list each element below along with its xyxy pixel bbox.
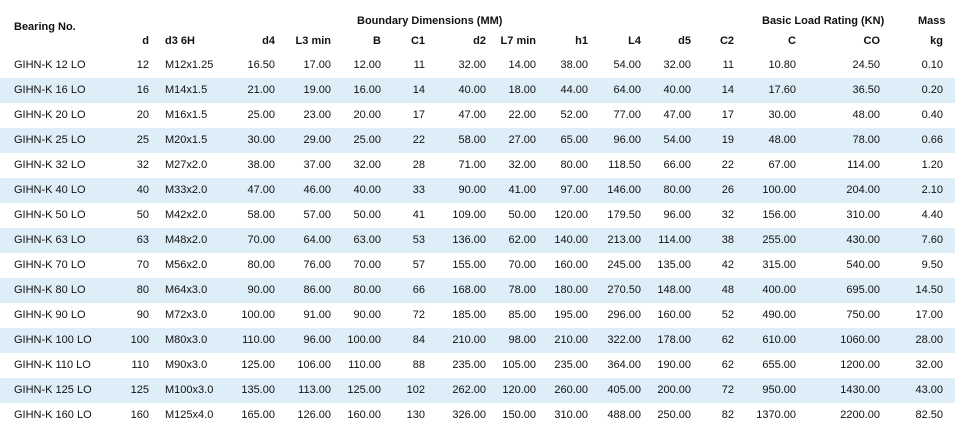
column-header-d: d [142,35,149,47]
cell-d4: 21.00 [247,84,275,96]
cell-h1: 310.00 [554,409,588,421]
cell-c2: 62 [721,359,734,371]
cell-d5: 190.00 [657,359,691,371]
cell-d4: 58.00 [247,209,275,221]
cell-b: 90.00 [353,309,381,321]
cell-d2: 155.00 [452,259,486,271]
cell-c1: 53 [412,234,425,246]
cell-mass: 9.50 [921,259,943,271]
cell-d5: 178.00 [657,334,691,346]
cell-d2: 47.00 [458,109,486,121]
cell-h1: 235.00 [554,359,588,371]
cell-h1: 195.00 [554,309,588,321]
cell-c1: 11 [413,59,425,71]
cell-mass: 43.00 [915,384,943,396]
cell-b: 100.00 [347,334,381,346]
cell-d2: 136.00 [452,234,486,246]
cell-l4: 245.00 [607,259,641,271]
cell-mass: 14.50 [915,284,943,296]
cell-l7-min: 32.00 [508,159,536,171]
table-row [0,378,955,403]
cell-d5: 96.00 [663,209,691,221]
cell-d5: 148.00 [657,284,691,296]
cell-c2: 26 [721,184,734,196]
cell-c: 490.00 [762,309,796,321]
cell-mass: 28.00 [915,334,943,346]
cell-d4: 16.50 [247,59,275,71]
cell-d2: 326.00 [452,409,486,421]
cell-mass: 1.20 [921,159,943,171]
cell-bearing-no: GIHN-K 63 LO [14,234,86,246]
cell-l7-min: 62.00 [508,234,536,246]
table-row [0,328,955,353]
cell-l7-min: 22.00 [508,109,536,121]
cell-l4: 96.00 [613,134,641,146]
cell-mass: 7.60 [921,234,943,246]
cell-c1: 33 [412,184,425,196]
cell-d4: 100.00 [241,309,275,321]
cell-d: 160 [130,409,149,421]
table-row [0,403,955,428]
cell-l3-min: 19.00 [303,84,331,96]
cell-d5: 47.00 [663,109,691,121]
table-row [0,103,955,128]
cell-l7-min: 150.00 [502,409,536,421]
column-header-mass: kg [930,35,943,47]
cell-l7-min: 41.00 [508,184,536,196]
cell-d2: 90.00 [458,184,486,196]
cell-c2: 82 [721,409,734,421]
cell-d2: 71.00 [458,159,486,171]
cell-c1: 22 [412,134,425,146]
cell-c: 400.00 [762,284,796,296]
cell-d3-6h: M80x3.0 [165,334,208,346]
cell-d: 63 [136,234,149,246]
cell-c: 67.00 [768,159,796,171]
column-header-c2: C2 [719,35,734,47]
table-row [0,128,955,153]
cell-d: 90 [136,309,149,321]
cell-d2: 210.00 [452,334,486,346]
cell-c: 30.00 [768,109,796,121]
cell-d5: 160.00 [657,309,691,321]
cell-c: 255.00 [762,234,796,246]
table-row [0,153,955,178]
column-header-l3-min: L3 min [295,35,331,47]
cell-c2: 48 [721,284,734,296]
table-row [0,228,955,253]
cell-l4: 488.00 [607,409,641,421]
cell-co: 1200.00 [840,359,880,371]
cell-b: 25.00 [353,134,381,146]
cell-c2: 72 [721,384,734,396]
cell-co: 310.00 [846,209,880,221]
table-row [0,303,955,328]
cell-c: 655.00 [762,359,796,371]
cell-d4: 38.00 [247,159,275,171]
cell-d: 70 [136,259,149,271]
cell-d5: 250.00 [657,409,691,421]
table-row [0,53,955,78]
cell-d4: 135.00 [241,384,275,396]
cell-l3-min: 86.00 [303,284,331,296]
column-header-d2: d2 [473,35,486,47]
cell-l7-min: 120.00 [502,384,536,396]
cell-d: 80 [136,284,149,296]
cell-d5: 135.00 [657,259,691,271]
cell-c: 48.00 [768,134,796,146]
cell-d3-6h: M100x3.0 [165,384,214,396]
cell-c: 10.80 [768,59,796,71]
cell-d3-6h: M16x1.5 [165,109,208,121]
cell-d3-6h: M64x3.0 [165,284,208,296]
cell-l4: 54.00 [613,59,641,71]
cell-d: 50 [136,209,149,221]
column-header-d5: d5 [678,35,691,47]
column-header-c: C [788,35,796,47]
cell-c1: 88 [412,359,425,371]
column-header-d4: d4 [262,35,275,47]
cell-d2: 40.00 [458,84,486,96]
cell-d2: 185.00 [452,309,486,321]
cell-co: 2200.00 [840,409,880,421]
cell-bearing-no: GIHN-K 20 LO [14,109,86,121]
cell-h1: 120.00 [554,209,588,221]
cell-d: 25 [136,134,149,146]
cell-c1: 84 [412,334,425,346]
table-row [0,253,955,278]
cell-c2: 62 [721,334,734,346]
cell-l7-min: 70.00 [508,259,536,271]
cell-bearing-no: GIHN-K 32 LO [14,159,86,171]
cell-l3-min: 96.00 [303,334,331,346]
cell-co: 430.00 [846,234,880,246]
header-basic-load-rating: Basic Load Rating (KN) [762,15,885,27]
cell-bearing-no: GIHN-K 40 LO [14,184,86,196]
cell-d2: 109.00 [452,209,486,221]
cell-l4: 64.00 [613,84,641,96]
cell-l3-min: 46.00 [303,184,331,196]
cell-d: 12 [136,59,149,71]
cell-d3-6h: M90x3.0 [165,359,208,371]
cell-d4: 25.00 [247,109,275,121]
cell-d5: 54.00 [663,134,691,146]
cell-c: 950.00 [762,384,796,396]
column-header-b: B [373,35,381,47]
cell-d3-6h: M12x1.25 [165,59,214,71]
cell-mass: 2.10 [921,184,943,196]
cell-c: 156.00 [762,209,796,221]
cell-l3-min: 113.00 [298,384,331,396]
cell-h1: 210.00 [554,334,588,346]
cell-h1: 260.00 [554,384,588,396]
cell-b: 16.00 [353,84,381,96]
cell-l4: 364.00 [607,359,641,371]
cell-l4: 322.00 [607,334,641,346]
cell-d5: 114.00 [658,234,691,246]
cell-d5: 40.00 [663,84,691,96]
cell-co: 750.00 [846,309,880,321]
cell-c2: 42 [721,259,734,271]
cell-h1: 160.00 [554,259,588,271]
cell-b: 12.00 [353,59,381,71]
cell-h1: 44.00 [560,84,588,96]
cell-b: 80.00 [353,284,381,296]
cell-h1: 140.00 [554,234,588,246]
cell-h1: 52.00 [560,109,588,121]
column-header-l4: L4 [628,35,641,47]
cell-l3-min: 91.00 [303,309,331,321]
cell-b: 160.00 [347,409,381,421]
column-header-d3-6h: d3 6H [165,35,195,47]
cell-co: 114.00 [847,159,880,171]
cell-mass: 32.00 [915,359,943,371]
cell-l4: 179.50 [607,209,641,221]
cell-mass: 0.20 [921,84,943,96]
cell-mass: 0.66 [921,134,943,146]
cell-d: 100 [130,334,149,346]
table-row [0,353,955,378]
cell-b: 110.00 [348,359,381,371]
cell-h1: 180.00 [554,284,588,296]
cell-l4: 77.00 [613,109,641,121]
cell-d3-6h: M27x2.0 [165,159,208,171]
cell-b: 20.00 [353,109,381,121]
cell-d3-6h: M20x1.5 [165,134,208,146]
cell-co: 78.00 [852,134,880,146]
cell-c1: 14 [412,84,425,96]
cell-l7-min: 18.00 [508,84,536,96]
cell-co: 1430.00 [840,384,880,396]
cell-l7-min: 27.00 [508,134,536,146]
cell-h1: 65.00 [560,134,588,146]
cell-d5: 80.00 [663,184,691,196]
cell-h1: 97.00 [560,184,588,196]
cell-bearing-no: GIHN-K 125 LO [14,384,92,396]
cell-l3-min: 126.00 [297,409,331,421]
cell-co: 204.00 [846,184,880,196]
table-row [0,203,955,228]
cell-l7-min: 14.00 [508,59,536,71]
cell-c2: 22 [721,159,734,171]
header-boundary-dimensions: Boundary Dimensions (MM) [357,15,503,27]
cell-c: 1370.00 [756,409,796,421]
cell-b: 125.00 [347,384,381,396]
cell-d3-6h: M56x2.0 [165,259,208,271]
cell-l4: 405.00 [607,384,641,396]
cell-l7-min: 50.00 [508,209,536,221]
cell-mass: 0.10 [921,59,943,71]
column-header-h1: h1 [575,35,588,47]
cell-d3-6h: M14x1.5 [165,84,208,96]
cell-c: 100.00 [762,184,796,196]
cell-d3-6h: M48x2.0 [165,234,208,246]
table-row [0,278,955,303]
cell-co: 48.00 [852,109,880,121]
cell-bearing-no: GIHN-K 80 LO [14,284,86,296]
cell-h1: 38.00 [560,59,588,71]
column-header-c1: C1 [410,35,425,47]
cell-d4: 80.00 [247,259,275,271]
cell-d: 20 [136,109,149,121]
cell-d5: 66.00 [663,159,691,171]
cell-d3-6h: M33x2.0 [165,184,208,196]
cell-d: 110 [131,359,149,371]
cell-co: 1060.00 [840,334,880,346]
cell-l7-min: 98.00 [508,334,536,346]
table-row [0,178,955,203]
cell-l4: 213.00 [607,234,641,246]
header-bearing-no: Bearing No. [14,21,76,33]
cell-c2: 32 [721,209,734,221]
cell-h1: 80.00 [560,159,588,171]
cell-l3-min: 37.00 [303,159,331,171]
cell-d5: 32.00 [663,59,691,71]
cell-co: 540.00 [846,259,880,271]
cell-d3-6h: M125x4.0 [165,409,214,421]
cell-c1: 102 [406,384,425,396]
cell-l7-min: 105.00 [502,359,536,371]
cell-c1: 41 [412,209,425,221]
cell-c1: 72 [412,309,425,321]
column-header-l7-min: L7 min [500,35,536,47]
cell-l7-min: 78.00 [508,284,536,296]
cell-bearing-no: GIHN-K 110 LO [14,359,91,371]
cell-l3-min: 64.00 [303,234,331,246]
cell-bearing-no: GIHN-K 160 LO [14,409,92,421]
cell-l4: 270.50 [607,284,641,296]
cell-d4: 70.00 [247,234,275,246]
cell-l4: 146.00 [607,184,641,196]
cell-b: 70.00 [353,259,381,271]
table-row [0,78,955,103]
cell-d: 40 [136,184,149,196]
cell-d2: 262.00 [452,384,486,396]
cell-c: 17.60 [768,84,796,96]
cell-l3-min: 76.00 [303,259,331,271]
cell-c1: 130 [406,409,425,421]
cell-bearing-no: GIHN-K 50 LO [14,209,86,221]
cell-b: 63.00 [353,234,381,246]
cell-d4: 110.00 [242,334,275,346]
cell-b: 40.00 [353,184,381,196]
cell-d5: 200.00 [657,384,691,396]
cell-bearing-no: GIHN-K 16 LO [14,84,86,96]
cell-l3-min: 106.00 [297,359,331,371]
cell-mass: 82.50 [915,409,943,421]
cell-mass: 0.40 [921,109,943,121]
cell-mass: 4.40 [921,209,943,221]
cell-d: 32 [136,159,149,171]
cell-l3-min: 29.00 [303,134,331,146]
cell-c2: 11 [722,59,734,71]
cell-bearing-no: GIHN-K 25 LO [14,134,86,146]
cell-d2: 32.00 [458,59,486,71]
cell-l3-min: 17.00 [303,59,331,71]
cell-co: 695.00 [846,284,880,296]
cell-d3-6h: M72x3.0 [165,309,208,321]
cell-c2: 19 [721,134,734,146]
cell-d4: 47.00 [247,184,275,196]
cell-bearing-no: GIHN-K 70 LO [14,259,86,271]
cell-bearing-no: GIHN-K 100 LO [14,334,92,346]
cell-c2: 17 [721,109,734,121]
cell-c2: 52 [721,309,734,321]
cell-d3-6h: M42x2.0 [165,209,208,221]
cell-d4: 90.00 [247,284,275,296]
cell-b: 50.00 [353,209,381,221]
cell-bearing-no: GIHN-K 12 LO [14,59,86,71]
cell-d4: 165.00 [241,409,275,421]
cell-c1: 17 [412,109,425,121]
cell-c2: 38 [721,234,734,246]
cell-l4: 118.50 [608,159,641,171]
cell-c: 610.00 [762,334,796,346]
cell-d4: 125.00 [241,359,275,371]
cell-d2: 168.00 [452,284,486,296]
cell-c1: 66 [412,284,425,296]
column-header-co: CO [863,35,880,47]
cell-c: 315.00 [762,259,796,271]
cell-b: 32.00 [353,159,381,171]
cell-l7-min: 85.00 [508,309,536,321]
cell-c1: 28 [412,159,425,171]
cell-l3-min: 57.00 [303,209,331,221]
cell-l4: 296.00 [607,309,641,321]
cell-mass: 17.00 [915,309,943,321]
cell-bearing-no: GIHN-K 90 LO [14,309,86,321]
cell-d: 16 [136,84,149,96]
cell-l3-min: 23.00 [303,109,331,121]
cell-co: 24.50 [852,59,880,71]
cell-d: 125 [130,384,149,396]
header-mass: Mass [918,15,946,27]
cell-d4: 30.00 [247,134,275,146]
cell-co: 36.50 [852,84,880,96]
cell-d2: 235.00 [452,359,486,371]
cell-c1: 57 [412,259,425,271]
cell-c2: 14 [721,84,734,96]
cell-d2: 58.00 [458,134,486,146]
